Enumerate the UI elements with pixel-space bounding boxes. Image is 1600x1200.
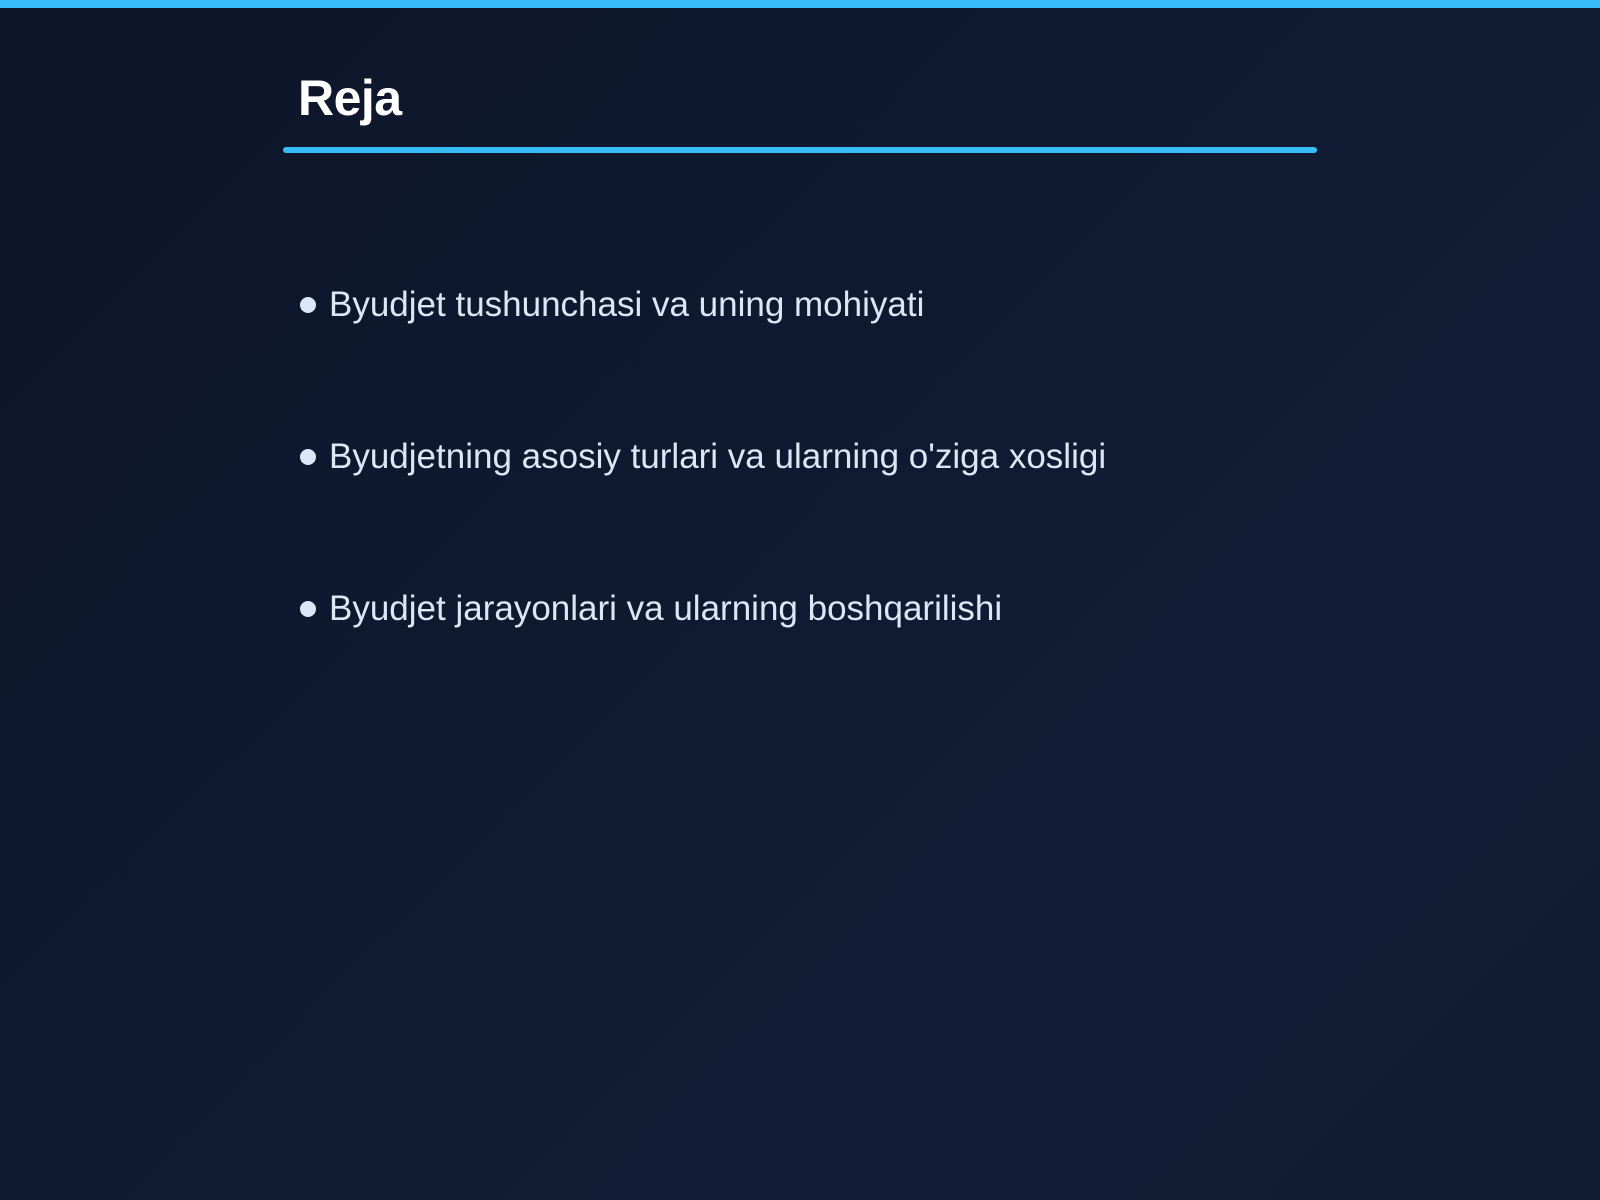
list-item bbox=[300, 587, 1002, 631]
bullet-text: Byudjet tushunchasi va uning mohiyati bbox=[329, 285, 925, 324]
title-underline bbox=[283, 147, 1317, 153]
bullet-text: Byudjet jarayonlari va ularning boshqarilishi bbox=[329, 589, 1003, 628]
list-item bbox=[300, 435, 1106, 479]
list-item bbox=[300, 283, 924, 327]
top-accent-bar bbox=[0, 0, 1600, 8]
bullet-dot-icon bbox=[300, 601, 316, 617]
bullet-dot-icon bbox=[300, 297, 316, 313]
bullet-text: Byudjetning asosiy turlari va ularning o'ziga xosligi bbox=[329, 437, 1107, 476]
slide-title: Reja bbox=[298, 70, 402, 126]
bullet-dot-icon bbox=[300, 449, 316, 465]
